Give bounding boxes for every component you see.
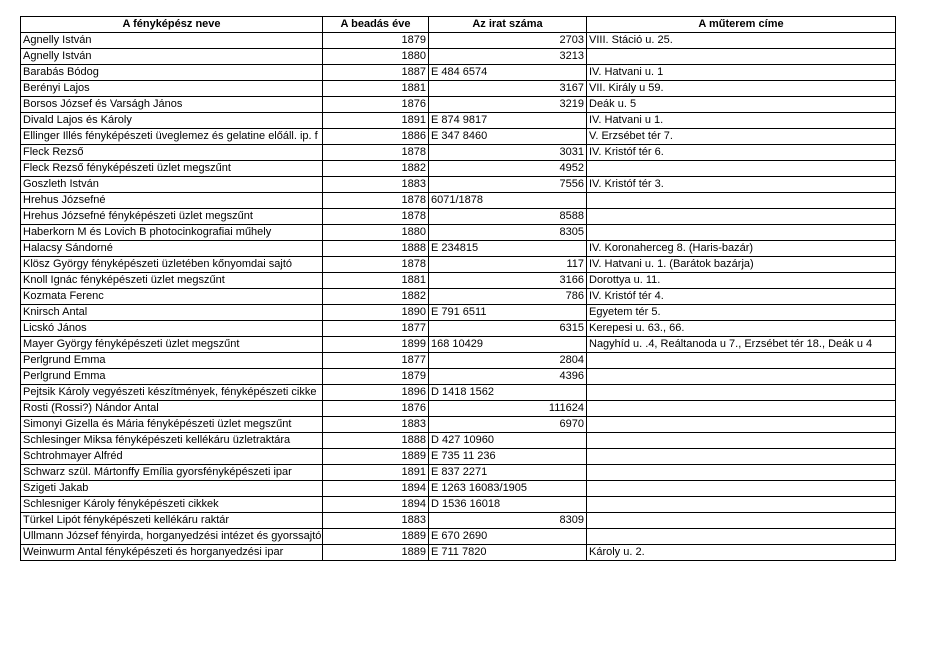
cell-name: Mayer György fényképészeti üzlet megszűnt xyxy=(21,337,323,353)
cell-address xyxy=(587,529,896,545)
cell-address xyxy=(587,385,896,401)
table-row xyxy=(21,273,896,289)
cell-doc-number: 6970 xyxy=(429,417,587,433)
header-name: A fényképész neve xyxy=(21,17,323,33)
table-row xyxy=(21,449,896,465)
cell-name: Schtrohmayer Alfréd xyxy=(21,449,323,465)
cell-address: IV. Koronaherceg 8. (Haris-bazár) xyxy=(587,241,896,257)
cell-name: Perlgrund Emma xyxy=(21,353,323,369)
cell-address xyxy=(587,497,896,513)
cell-doc-number: 117 xyxy=(429,257,587,273)
cell-name: Hrehus Józsefné xyxy=(21,193,323,209)
cell-name: Haberkorn M és Lovich B photocinkografiai műhely xyxy=(21,225,323,241)
cell-address: IV. Kristóf tér 3. xyxy=(587,177,896,193)
cell-address: IV. Hatvani u 1. xyxy=(587,113,896,129)
cell-doc-number: E 791 6511 xyxy=(429,305,587,321)
table-row xyxy=(21,385,896,401)
cell-name: Agnelly István xyxy=(21,49,323,65)
cell-year: 1883 xyxy=(323,177,429,193)
cell-doc-number: 4952 xyxy=(429,161,587,177)
cell-name: Ellinger Illés fényképészeti üveglemez és gelatine előáll. ip. f xyxy=(21,129,323,145)
cell-name: Fleck Rezső xyxy=(21,145,323,161)
table-row xyxy=(21,225,896,241)
cell-doc-number: 3167 xyxy=(429,81,587,97)
table-row xyxy=(21,545,896,561)
cell-year: 1881 xyxy=(323,81,429,97)
cell-doc-number: 2703 xyxy=(429,33,587,49)
cell-year: 1889 xyxy=(323,449,429,465)
cell-doc-number: 8588 xyxy=(429,209,587,225)
table-row xyxy=(21,369,896,385)
table-row xyxy=(21,337,896,353)
cell-year: 1896 xyxy=(323,385,429,401)
table-row xyxy=(21,433,896,449)
cell-address: IV. Hatvani u. 1. (Barátok bazárja) xyxy=(587,257,896,273)
cell-name: Hrehus Józsefné fényképészeti üzlet megszűnt xyxy=(21,209,323,225)
cell-doc-number: 168 10429 xyxy=(429,337,587,353)
cell-name: Ullmann József fényirda, horganyedzési intézet és gyorssajtó xyxy=(21,529,323,545)
table-row xyxy=(21,145,896,161)
cell-address: VIII. Stáció u. 25. xyxy=(587,33,896,49)
cell-year: 1890 xyxy=(323,305,429,321)
cell-address xyxy=(587,401,896,417)
cell-name: Fleck Rezső fényképészeti üzlet megszűnt xyxy=(21,161,323,177)
cell-name: Schlesniger Károly fényképészeti cikkek xyxy=(21,497,323,513)
cell-year: 1879 xyxy=(323,33,429,49)
table-row xyxy=(21,209,896,225)
photographers-table xyxy=(20,16,896,561)
cell-address: Dorottya u. 11. xyxy=(587,273,896,289)
table-row xyxy=(21,417,896,433)
cell-address: Nagyhíd u. .4, Reáltanoda u 7., Erzsébet tér 18., Deák u 4 xyxy=(587,337,896,353)
cell-year: 1891 xyxy=(323,465,429,481)
cell-address: V. Erzsébet tér 7. xyxy=(587,129,896,145)
cell-year: 1887 xyxy=(323,65,429,81)
cell-address xyxy=(587,161,896,177)
cell-name: Klösz György fényképészeti üzletében kőnyomdai sajtó xyxy=(21,257,323,273)
cell-address xyxy=(587,369,896,385)
table-row xyxy=(21,65,896,81)
cell-year: 1876 xyxy=(323,401,429,417)
cell-address: IV. Hatvani u. 1 xyxy=(587,65,896,81)
cell-doc-number: 4396 xyxy=(429,369,587,385)
cell-doc-number: E 711 7820 xyxy=(429,545,587,561)
cell-address xyxy=(587,465,896,481)
header-doc-number: Az irat száma xyxy=(429,17,587,33)
cell-name: Agnelly István xyxy=(21,33,323,49)
cell-year: 1880 xyxy=(323,49,429,65)
table-row xyxy=(21,49,896,65)
cell-address: IV. Kristóf tér 4. xyxy=(587,289,896,305)
table-row xyxy=(21,129,896,145)
cell-name: Berényi Lajos xyxy=(21,81,323,97)
cell-name: Knirsch Antal xyxy=(21,305,323,321)
cell-doc-number: 3031 xyxy=(429,145,587,161)
cell-name: Weinwurm Antal fényképészeti és horganyedzési ipar xyxy=(21,545,323,561)
table-row xyxy=(21,193,896,209)
cell-year: 1886 xyxy=(323,129,429,145)
header-address: A műterem címe xyxy=(587,17,896,33)
cell-year: 1882 xyxy=(323,161,429,177)
cell-address xyxy=(587,417,896,433)
table-row xyxy=(21,97,896,113)
cell-name: Knoll Ignác fényképészeti üzlet megszűnt xyxy=(21,273,323,289)
cell-doc-number: 111624 xyxy=(429,401,587,417)
cell-year: 1878 xyxy=(323,257,429,273)
table-row xyxy=(21,257,896,273)
cell-address xyxy=(587,49,896,65)
table-row xyxy=(21,321,896,337)
cell-address xyxy=(587,193,896,209)
cell-year: 1891 xyxy=(323,113,429,129)
cell-doc-number: D 427 10960 xyxy=(429,433,587,449)
cell-address xyxy=(587,433,896,449)
cell-name: Perlgrund Emma xyxy=(21,369,323,385)
cell-doc-number: 6071/1878 xyxy=(429,193,587,209)
cell-name: Divald Lajos és Károly xyxy=(21,113,323,129)
cell-name: Pejtsik Károly vegyészeti készítmények, fényképészeti cikke xyxy=(21,385,323,401)
cell-address: Kerepesi u. 63., 66. xyxy=(587,321,896,337)
cell-doc-number: 3213 xyxy=(429,49,587,65)
cell-name: Schlesinger Miksa fényképészeti kellékáru üzletraktára xyxy=(21,433,323,449)
table-row xyxy=(21,305,896,321)
header-row xyxy=(21,17,896,33)
table-row xyxy=(21,289,896,305)
cell-year: 1878 xyxy=(323,145,429,161)
table-row xyxy=(21,465,896,481)
table-row xyxy=(21,513,896,529)
cell-doc-number: D 1536 16018 xyxy=(429,497,587,513)
table-row xyxy=(21,33,896,49)
cell-address: Károly u. 2. xyxy=(587,545,896,561)
cell-address: Egyetem tér 5. xyxy=(587,305,896,321)
cell-address xyxy=(587,449,896,465)
table-row xyxy=(21,529,896,545)
table-row xyxy=(21,241,896,257)
cell-name: Szigeti Jakab xyxy=(21,481,323,497)
cell-doc-number: 8305 xyxy=(429,225,587,241)
cell-year: 1888 xyxy=(323,241,429,257)
cell-doc-number: 786 xyxy=(429,289,587,305)
cell-year: 1883 xyxy=(323,513,429,529)
cell-doc-number: D 1418 1562 xyxy=(429,385,587,401)
cell-year: 1876 xyxy=(323,97,429,113)
cell-address xyxy=(587,481,896,497)
cell-address: VII. Király u 59. xyxy=(587,81,896,97)
cell-year: 1881 xyxy=(323,273,429,289)
table-row xyxy=(21,401,896,417)
cell-doc-number: E 234815 xyxy=(429,241,587,257)
table-row xyxy=(21,177,896,193)
cell-year: 1882 xyxy=(323,289,429,305)
cell-doc-number: E 735 11 236 xyxy=(429,449,587,465)
cell-address: Deák u. 5 xyxy=(587,97,896,113)
cell-name: Türkel Lipót fényképészeti kellékáru raktár xyxy=(21,513,323,529)
cell-name: Goszleth István xyxy=(21,177,323,193)
cell-year: 1883 xyxy=(323,417,429,433)
cell-year: 1894 xyxy=(323,481,429,497)
cell-year: 1877 xyxy=(323,353,429,369)
cell-year: 1889 xyxy=(323,545,429,561)
cell-name: Schwarz szül. Mártonffy Emília gyorsfényképészeti ipar xyxy=(21,465,323,481)
cell-year: 1879 xyxy=(323,369,429,385)
cell-year: 1888 xyxy=(323,433,429,449)
cell-name: Halacsy Sándorné xyxy=(21,241,323,257)
cell-doc-number: E 484 6574 xyxy=(429,65,587,81)
cell-doc-number: 6315 xyxy=(429,321,587,337)
cell-address xyxy=(587,209,896,225)
cell-year: 1878 xyxy=(323,209,429,225)
cell-doc-number: 7556 xyxy=(429,177,587,193)
table-row xyxy=(21,81,896,97)
cell-year: 1894 xyxy=(323,497,429,513)
cell-name: Kozmata Ferenc xyxy=(21,289,323,305)
cell-year: 1899 xyxy=(323,337,429,353)
cell-address xyxy=(587,513,896,529)
cell-year: 1889 xyxy=(323,529,429,545)
cell-year: 1878 xyxy=(323,193,429,209)
cell-doc-number: 3166 xyxy=(429,273,587,289)
cell-name: Barabás Bódog xyxy=(21,65,323,81)
cell-doc-number: 2804 xyxy=(429,353,587,369)
cell-name: Licskó János xyxy=(21,321,323,337)
cell-address xyxy=(587,225,896,241)
cell-doc-number: E 670 2690 xyxy=(429,529,587,545)
cell-address: IV. Kristóf tér 6. xyxy=(587,145,896,161)
table-row xyxy=(21,161,896,177)
cell-doc-number: 3219 xyxy=(429,97,587,113)
header-year: A beadás éve xyxy=(323,17,429,33)
table-row xyxy=(21,113,896,129)
cell-year: 1880 xyxy=(323,225,429,241)
table-row xyxy=(21,497,896,513)
cell-name: Borsos József és Varságh János xyxy=(21,97,323,113)
table-row xyxy=(21,353,896,369)
cell-doc-number: E 1263 16083/1905 xyxy=(429,481,587,497)
cell-year: 1877 xyxy=(323,321,429,337)
cell-doc-number: E 837 2271 xyxy=(429,465,587,481)
cell-name: Rosti (Rossi?) Nándor Antal xyxy=(21,401,323,417)
cell-name: Simonyi Gizella és Mária fényképészeti üzlet megszűnt xyxy=(21,417,323,433)
table-row xyxy=(21,481,896,497)
cell-address xyxy=(587,353,896,369)
cell-doc-number: 8309 xyxy=(429,513,587,529)
cell-doc-number: E 874 9817 xyxy=(429,113,587,129)
cell-doc-number: E 347 8460 xyxy=(429,129,587,145)
